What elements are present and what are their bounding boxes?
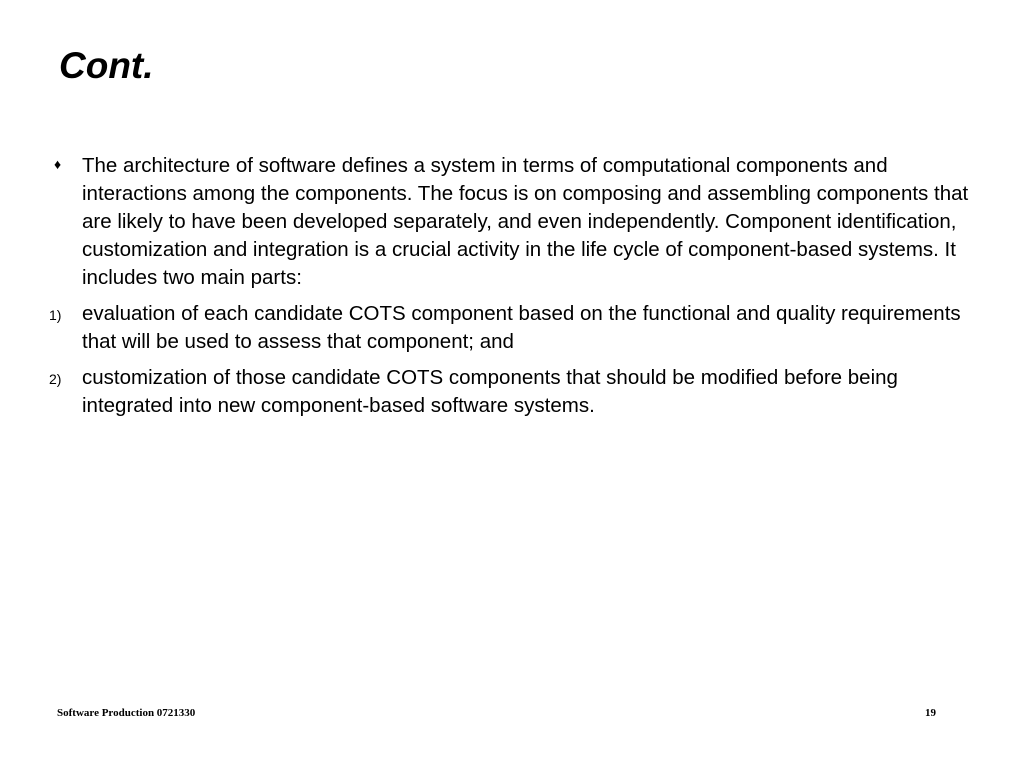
- numbered-item-text: evaluation of each candidate COTS component based on the functional and quality requirements that will be used to assess that component; and: [82, 302, 961, 353]
- numbered-item-1: [0, 300, 1024, 356]
- footer-page-number: 19: [925, 707, 936, 719]
- slide-title: Cont.: [59, 45, 154, 86]
- footer-course-label: Software Production 0721330: [57, 707, 196, 719]
- bullet-text: The architecture of software defines a system in terms of computational components and interactions among the components. The focus is on composing and assembling components that are likely to have been developed separately, and even independently. Component identification, customization and integration is a crucial activity in the life cycle of component-based systems. It includes two main parts:: [82, 154, 969, 289]
- diamond-bullet-icon: ♦: [54, 156, 62, 172]
- slide-content: [0, 152, 1024, 420]
- numbered-item-text: customization of those candidate COTS components that should be modified before being integrated into new component-based software systems.: [82, 366, 898, 417]
- numbered-item-2: [0, 364, 1024, 420]
- list-number: 2): [49, 371, 62, 387]
- list-number: 1): [49, 307, 62, 323]
- bullet-item: [0, 152, 1024, 292]
